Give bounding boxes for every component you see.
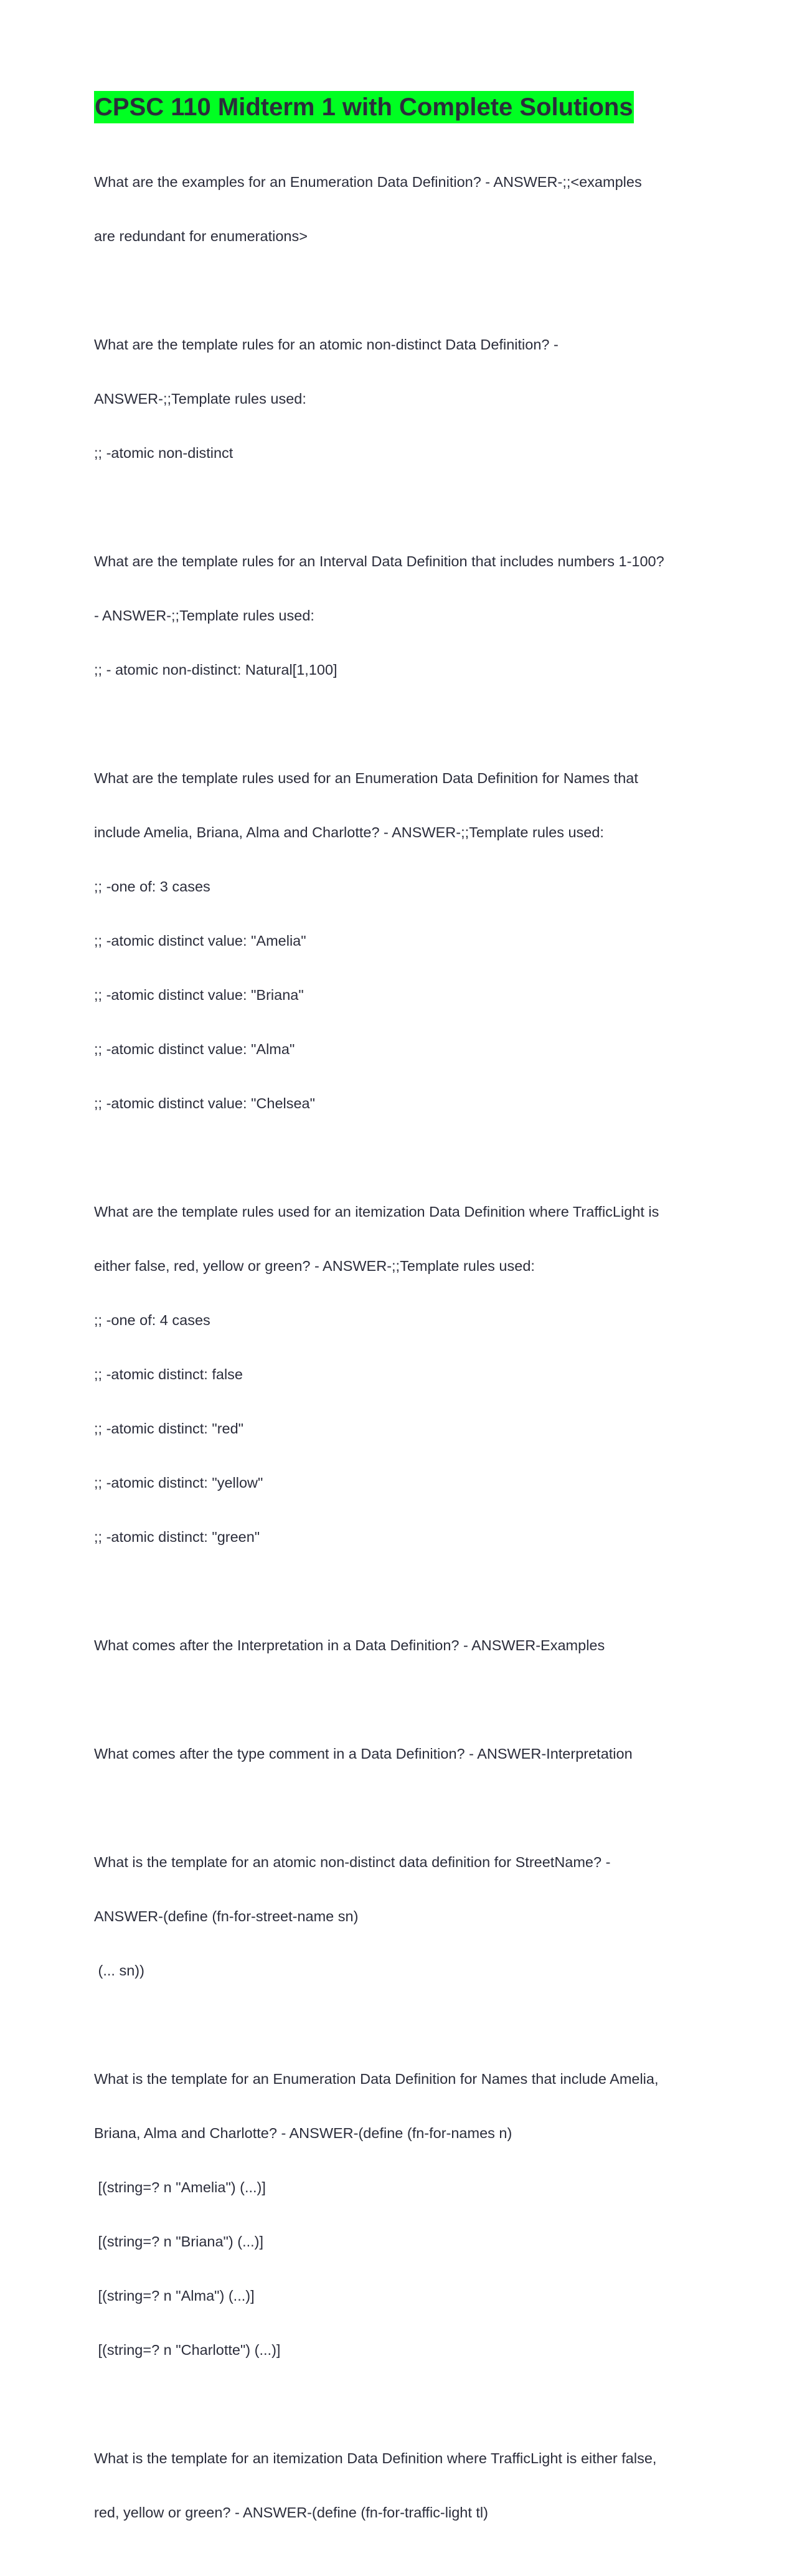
page-title: CPSC 110 Midterm 1 with Complete Solutions	[94, 91, 634, 123]
qa-list	[94, 137, 710, 2558]
qa-line: ;; -one of: 4 cases	[94, 1312, 210, 1328]
qa-item-6	[94, 1600, 710, 1691]
qa-line: [(string=? n "Amelia") (...)]	[94, 2179, 266, 2195]
qa-line: What comes after the Interpretation in a Data Definition? - ANSWER-Examples	[94, 1637, 605, 1653]
qa-line: red, yellow or green? - ANSWER-(define (fn-for-traffic-light tl)	[94, 2504, 488, 2521]
qa-line: What are the template rules for an Interval Data Definition that includes numbers 1-100?	[94, 553, 664, 569]
qa-line: What are the template rules for an atomic non-distinct Data Definition? -	[94, 336, 559, 353]
qa-item-3	[94, 516, 710, 715]
qa-line: ;; -atomic non-distinct	[94, 445, 233, 461]
qa-item-9	[94, 2034, 710, 2395]
qa-line: are redundant for enumerations>	[94, 228, 308, 244]
qa-line: What is the template for an itemization Data Definition where TrafficLight is either false,	[94, 2450, 657, 2466]
qa-line: What is the template for an atomic non-distinct data definition for StreetName? -	[94, 1854, 611, 1870]
qa-item-8	[94, 1817, 710, 2016]
qa-line: ;; -atomic distinct value: "Alma"	[94, 1041, 295, 1057]
qa-line: ;; -atomic distinct value: "Briana"	[94, 987, 304, 1003]
qa-line: ANSWER-(define (fn-for-street-name sn)	[94, 1908, 359, 1924]
qa-line: - ANSWER-;;Template rules used:	[94, 607, 314, 624]
qa-line: either false, red, yellow or green? - ANSWER-;;Template rules used:	[94, 1258, 535, 1274]
qa-line: ;; -atomic distinct: "yellow"	[94, 1475, 263, 1491]
qa-item-2	[94, 300, 710, 498]
qa-item-4	[94, 733, 710, 1149]
qa-line: What comes after the type comment in a Data Definition? - ANSWER-Interpretation	[94, 1746, 633, 1762]
qa-line: ;; -atomic distinct: "red"	[94, 1420, 244, 1437]
qa-line: What are the examples for an Enumeration Data Definition? - ANSWER-;;<examples	[94, 174, 642, 190]
qa-line: ;; -atomic distinct: "green"	[94, 1529, 260, 1545]
qa-line: What is the template for an Enumeration Data Definition for Names that include Amelia,	[94, 2071, 659, 2087]
qa-line: ;; - atomic non-distinct: Natural[1,100]	[94, 662, 337, 678]
qa-line: ;; -one of: 3 cases	[94, 878, 210, 895]
qa-line: [(string=? n "Charlotte") (...)]	[94, 2342, 281, 2358]
qa-line: ;; -atomic distinct: false	[94, 1366, 243, 1382]
qa-line: What are the template rules used for an Enumeration Data Definition for Names that	[94, 770, 638, 786]
qa-line: ;; -atomic distinct value: "Chelsea"	[94, 1095, 315, 1111]
qa-item-1	[94, 137, 710, 282]
qa-line: [(string=? n "Alma") (...)]	[94, 2288, 255, 2304]
qa-line: (... sn))	[94, 1962, 144, 1979]
qa-line: What are the template rules used for an itemization Data Definition where TrafficLight is	[94, 1204, 659, 1220]
document-content	[94, 91, 710, 2576]
qa-item-10	[94, 2413, 710, 2558]
qa-item-7	[94, 1709, 710, 1799]
qa-line: ANSWER-;;Template rules used:	[94, 391, 306, 407]
qa-line: ;; -atomic distinct value: "Amelia"	[94, 933, 306, 949]
qa-line: Briana, Alma and Charlotte? - ANSWER-(define (fn-for-names n)	[94, 2125, 512, 2141]
qa-line: include Amelia, Briana, Alma and Charlotte? - ANSWER-;;Template rules used:	[94, 824, 604, 840]
qa-line: [(string=? n "Briana") (...)]	[94, 2233, 264, 2250]
qa-item-5	[94, 1167, 710, 1582]
